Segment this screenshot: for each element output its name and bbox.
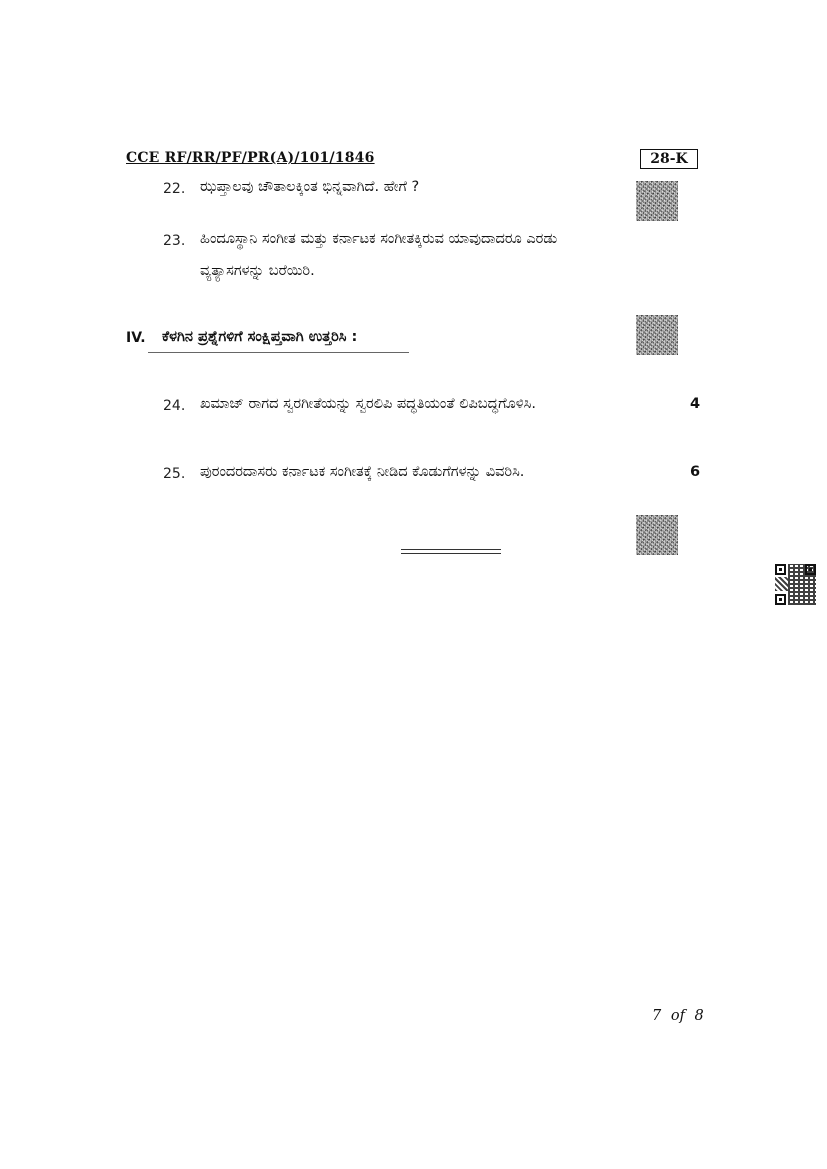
question-23-text-line1: ಹಿಂದೂಸ್ಥಾನಿ ಸಂಗೀತ ಮತ್ತು ಕರ್ನಾಟಕ ಸಂಗೀತಕ್ಕಿರುವ ಯಾವುದಾದರೂ ಎರಡು <box>200 231 558 247</box>
question-25-text: ಪುರಂದರದಾಸರು ಕರ್ನಾಟಕ ಸಂಗೀತಕ್ಕೆ ನೀಡಿದ ಕೊಡುಗೆಗಳನ್ನು ವಿವರಿಸಿ. <box>200 464 525 480</box>
noise-pattern-image <box>636 181 678 221</box>
question-24-number: 24. <box>163 398 186 414</box>
question-22-text: ಝಪ್ತಾಲವು ಚೌತಾಲಕ್ಕಿಂತ ಭಿನ್ನವಾಗಿದೆ. ಹೇಗೆ ? <box>200 179 420 195</box>
question-24-text: ಖಮಾಜ್ ರಾಗದ ಸ್ವರಗೀತೆಯನ್ನು ಸ್ವರಲಿಪಿ ಪದ್ಧತಿಯಂತೆ ಲಿಪಿಬದ್ಧಗೊಳಿಸಿ. <box>200 396 536 412</box>
question-23-number: 23. <box>163 233 186 249</box>
page-number: 7 of 8 <box>652 1008 704 1024</box>
qr-code-icon <box>775 564 816 605</box>
paper-code-header: CCE RF/RR/PF/PR(A)/101/1846 <box>126 150 375 166</box>
section-title-underline <box>148 352 409 353</box>
section-label: IV. <box>126 330 146 346</box>
noise-pattern-image <box>636 515 678 555</box>
section-title: ಕೆಳಗಿನ ಪ್ರಶ್ನೆಗಳಿಗೆ ಸಂಕ್ಷಿಪ್ತವಾಗಿ ಉತ್ತರಿಸಿ : <box>162 329 358 345</box>
question-22-number: 22. <box>163 181 186 197</box>
noise-pattern-image <box>636 315 678 355</box>
paper-code-box: 28-K <box>640 149 698 169</box>
end-of-paper-rule <box>401 549 501 554</box>
question-24-marks: 4 <box>690 396 701 412</box>
question-25-number: 25. <box>163 466 186 482</box>
question-25-marks: 6 <box>690 464 701 480</box>
question-23-text-line2: ವ್ಯತ್ಯಾಸಗಳನ್ನು ಬರೆಯಿರಿ. <box>200 263 315 279</box>
